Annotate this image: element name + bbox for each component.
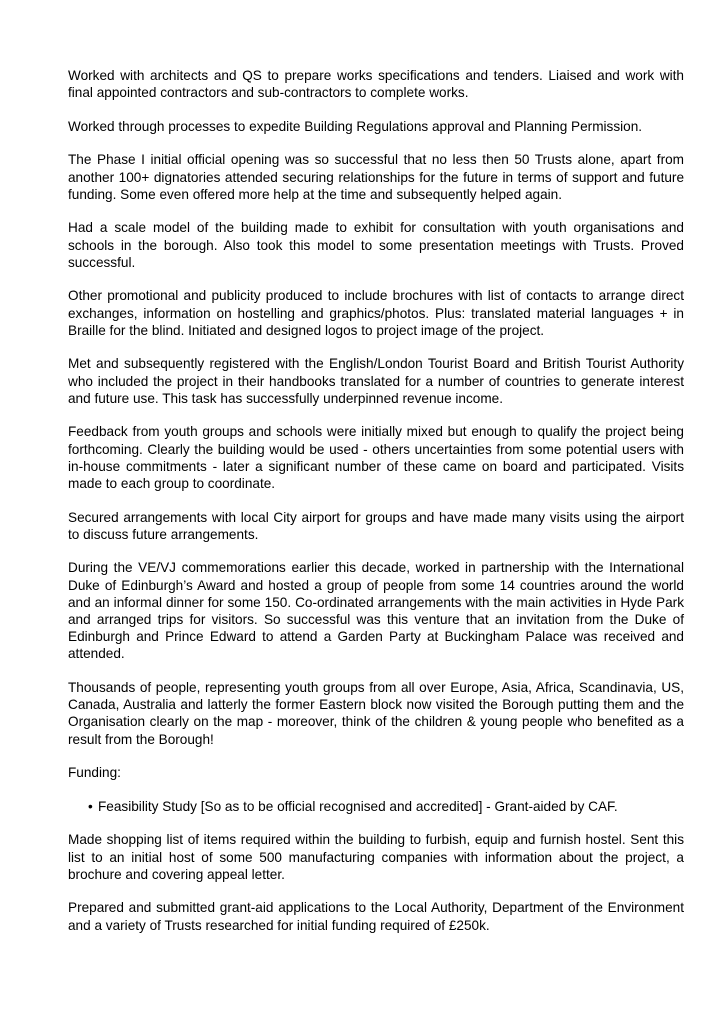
funding-bullet-text: Feasibility Study [So as to be official recognised and accredited] - Grant-aided by CAF. (98, 798, 618, 814)
paragraph-grant-aid-applications: Prepared and submitted grant-aid applications to the Local Authority, Department of the Environment and a variety of Trusts researched for initial funding required of £250k. (68, 900, 684, 933)
paragraph-feedback: Feedback from youth groups and schools were initially mixed but enough to qualify the project being forthcoming. Clearly the building would be used - others uncertainties from some potential users with in-house commitments - later a significant number of these came on board and participated. Visits made to each group to coordinate. (68, 424, 684, 491)
paragraph-promotional-publicity: Other promotional and publicity produced to include brochures with list of contacts to arrange direct exchanges, information on hostelling and graphics/photos. Plus: translated material languages + in Braille for the blind. Initiated and designed logos to project image of the project. (68, 288, 684, 338)
paragraph-scale-model: Had a scale model of the building made to exhibit for consultation with youth organisations and schools in the borough. Also took this model to some presentation meetings with Trusts. Proved successful. (68, 220, 684, 270)
paragraph-building-regulations: Worked through processes to expedite Building Regulations approval and Planning Permission. (68, 118, 643, 134)
funding-bullet-item (88, 798, 684, 815)
paragraph-phase-one-opening: The Phase I initial official opening was so successful that no less then 50 Trusts alone, apart from another 100+ dignatories attended securing relationships for the future in terms of support and future funding. Some even offered more help at the time and subsequently helped again. (68, 152, 684, 202)
paragraph-shopping-list: Made shopping list of items required within the building to furbish, equip and furnish hostel. Sent this list to an initial host of some 500 manufacturing companies with information about the project, a brochure and covering appeal letter. (68, 832, 684, 882)
paragraph-thousands-of-people: Thousands of people, representing youth groups from all over Europe, Asia, Africa, Scandinavia, US, Canada, Australia and latterly the former Eastern block now visited the Borough putting them and the Organisation clearly on the map - moreover, think of the children & young people who benefited as a result from the Borough! (68, 680, 684, 747)
paragraph-ve-vj-commemorations: During the VE/VJ commemorations earlier this decade, worked in partnership with the International Duke of Edinburgh’s Award and hosted a group of people from some 14 countries around the world and an informal dinner for some 150. Co-ordinated arrangements with the main activities in Hyde Park and arranged trips for visitors. So successful was this venture that an invitation from the Duke of Edinburgh and Prince Edward to attend a Garden Party at Buckingham Palace was received and attended. (68, 560, 684, 662)
paragraph-architects: Worked with architects and QS to prepare works specifications and tenders. Liaised and work with final appointed contractors and sub-contractors to complete works. (68, 68, 684, 101)
funding-heading: Funding: (68, 765, 121, 781)
funding-bullet-list (68, 798, 684, 815)
paragraph-city-airport: Secured arrangements with local City airport for groups and have made many visits using the airport to discuss future arrangements. (68, 509, 684, 542)
document-page (68, 67, 684, 950)
paragraph-tourist-board: Met and subsequently registered with the English/London Tourist Board and British Tourist Authority who included the project in their handbooks translated for a number of countries to generate interest and future use. This task has successfully underpinned revenue income. (68, 356, 684, 406)
